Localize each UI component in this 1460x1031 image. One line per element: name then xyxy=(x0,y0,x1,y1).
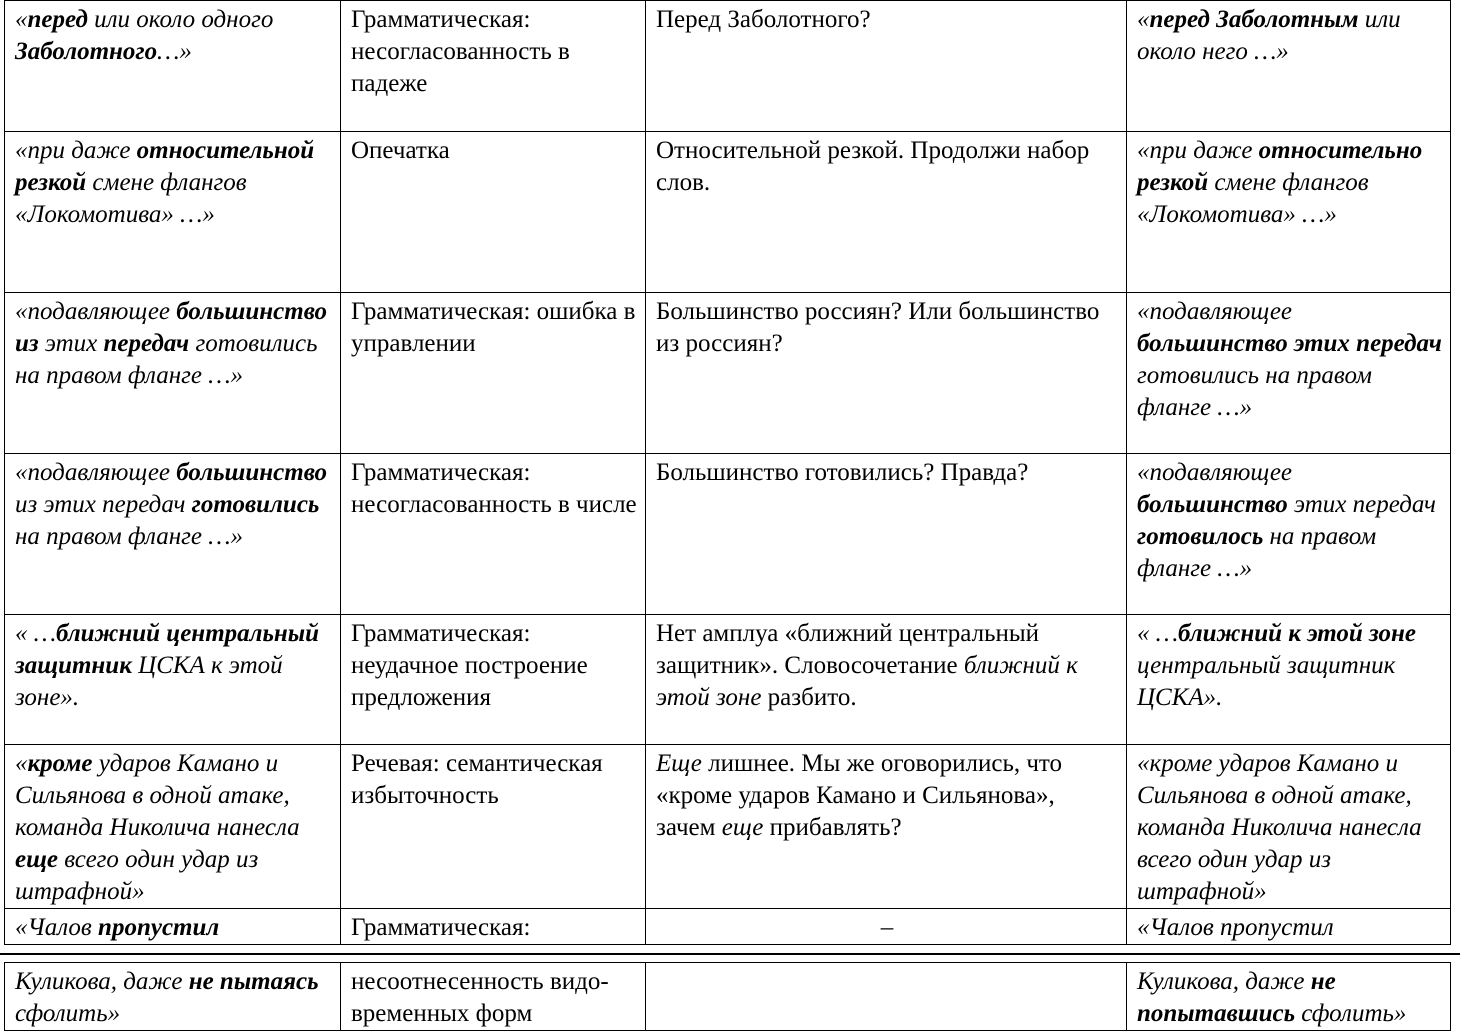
errors-table xyxy=(4,0,1451,945)
comment-cell: Нет амплуа «ближний центральный защитник». Словосочетание ближний к этой зоне разбито. xyxy=(646,615,1127,745)
comment-cell: Большинство готовились? Правда? xyxy=(646,454,1127,615)
error-type-cell: Речевая: семантическая избыточность xyxy=(341,745,646,909)
table-row xyxy=(5,615,1451,745)
table-row xyxy=(5,454,1451,615)
corrected-cell: «кроме ударов Камано и Сильянова в одной атаке, команда Николича нанесла всего один удар из штрафной» xyxy=(1127,745,1451,909)
error-type-cell: Грамматическая: xyxy=(341,909,646,945)
error-type-cell: Грамматическая: неудачное построение предложения xyxy=(341,615,646,745)
corrected-cell: «перед Заболотным или около него …» xyxy=(1127,1,1451,132)
original-cell: «Чалов пропустил xyxy=(5,909,341,945)
errors-table-continuation xyxy=(4,962,1451,1031)
comment-cell: Перед Заболотного? xyxy=(646,1,1127,132)
table-row xyxy=(5,963,1451,1031)
corrected-cell: «Чалов пропустил xyxy=(1127,909,1451,945)
comment-cell: – xyxy=(646,909,1127,945)
error-type-cell: несоотнесенность видо-временных форм xyxy=(341,963,646,1031)
original-cell: «перед или около одного Заболотного…» xyxy=(5,1,341,132)
error-type-cell: Опечатка xyxy=(341,132,646,293)
original-cell: «кроме ударов Камано и Сильянова в одной атаке, команда Николича нанесла еще всего один удар из штрафной» xyxy=(5,745,341,909)
original-cell: « …ближний центральный защитник ЦСКА к этой зоне». xyxy=(5,615,341,745)
comment-cell: Еще лишнее. Мы же оговорились, что «кроме ударов Камано и Сильянова», зачем еще прибавлять? xyxy=(646,745,1127,909)
error-type-cell: Грамматическая: несогласованность в числе xyxy=(341,454,646,615)
table-row xyxy=(5,293,1451,454)
table-row xyxy=(5,132,1451,293)
comment-cell: Относительной резкой. Продолжи набор слов. xyxy=(646,132,1127,293)
original-cell: «подавляющее большинство из этих передач готовились на правом фланге …» xyxy=(5,454,341,615)
corrected-cell: «при даже относительно резкой смене флангов «Локомотива» …» xyxy=(1127,132,1451,293)
error-type-cell: Грамматическая: несогласованность в падеже xyxy=(341,1,646,132)
corrected-cell: Куликова, даже не попытавшись сфолить» xyxy=(1127,963,1451,1031)
corrected-cell: « …ближний к этой зоне центральный защитник ЦСКА». xyxy=(1127,615,1451,745)
table-row xyxy=(5,745,1451,909)
corrected-cell: «подавляющее большинство этих передач готовились на правом фланге …» xyxy=(1127,293,1451,454)
original-cell: «при даже относительной резкой смене флангов «Локомотива» …» xyxy=(5,132,341,293)
corrected-cell: «подавляющее большинство этих передач готовилось на правом фланге …» xyxy=(1127,454,1451,615)
table-row xyxy=(5,909,1451,945)
original-cell: Куликова, даже не пытаясь сфолить» xyxy=(5,963,341,1031)
comment-cell xyxy=(646,963,1127,1031)
error-type-cell: Грамматическая: ошибка в управлении xyxy=(341,293,646,454)
page-break-line xyxy=(0,953,1460,955)
comment-cell: Большинство россиян? Или большинство из россиян? xyxy=(646,293,1127,454)
table-row xyxy=(5,1,1451,132)
original-cell: «подавляющее большинство из этих передач готовились на правом фланге …» xyxy=(5,293,341,454)
